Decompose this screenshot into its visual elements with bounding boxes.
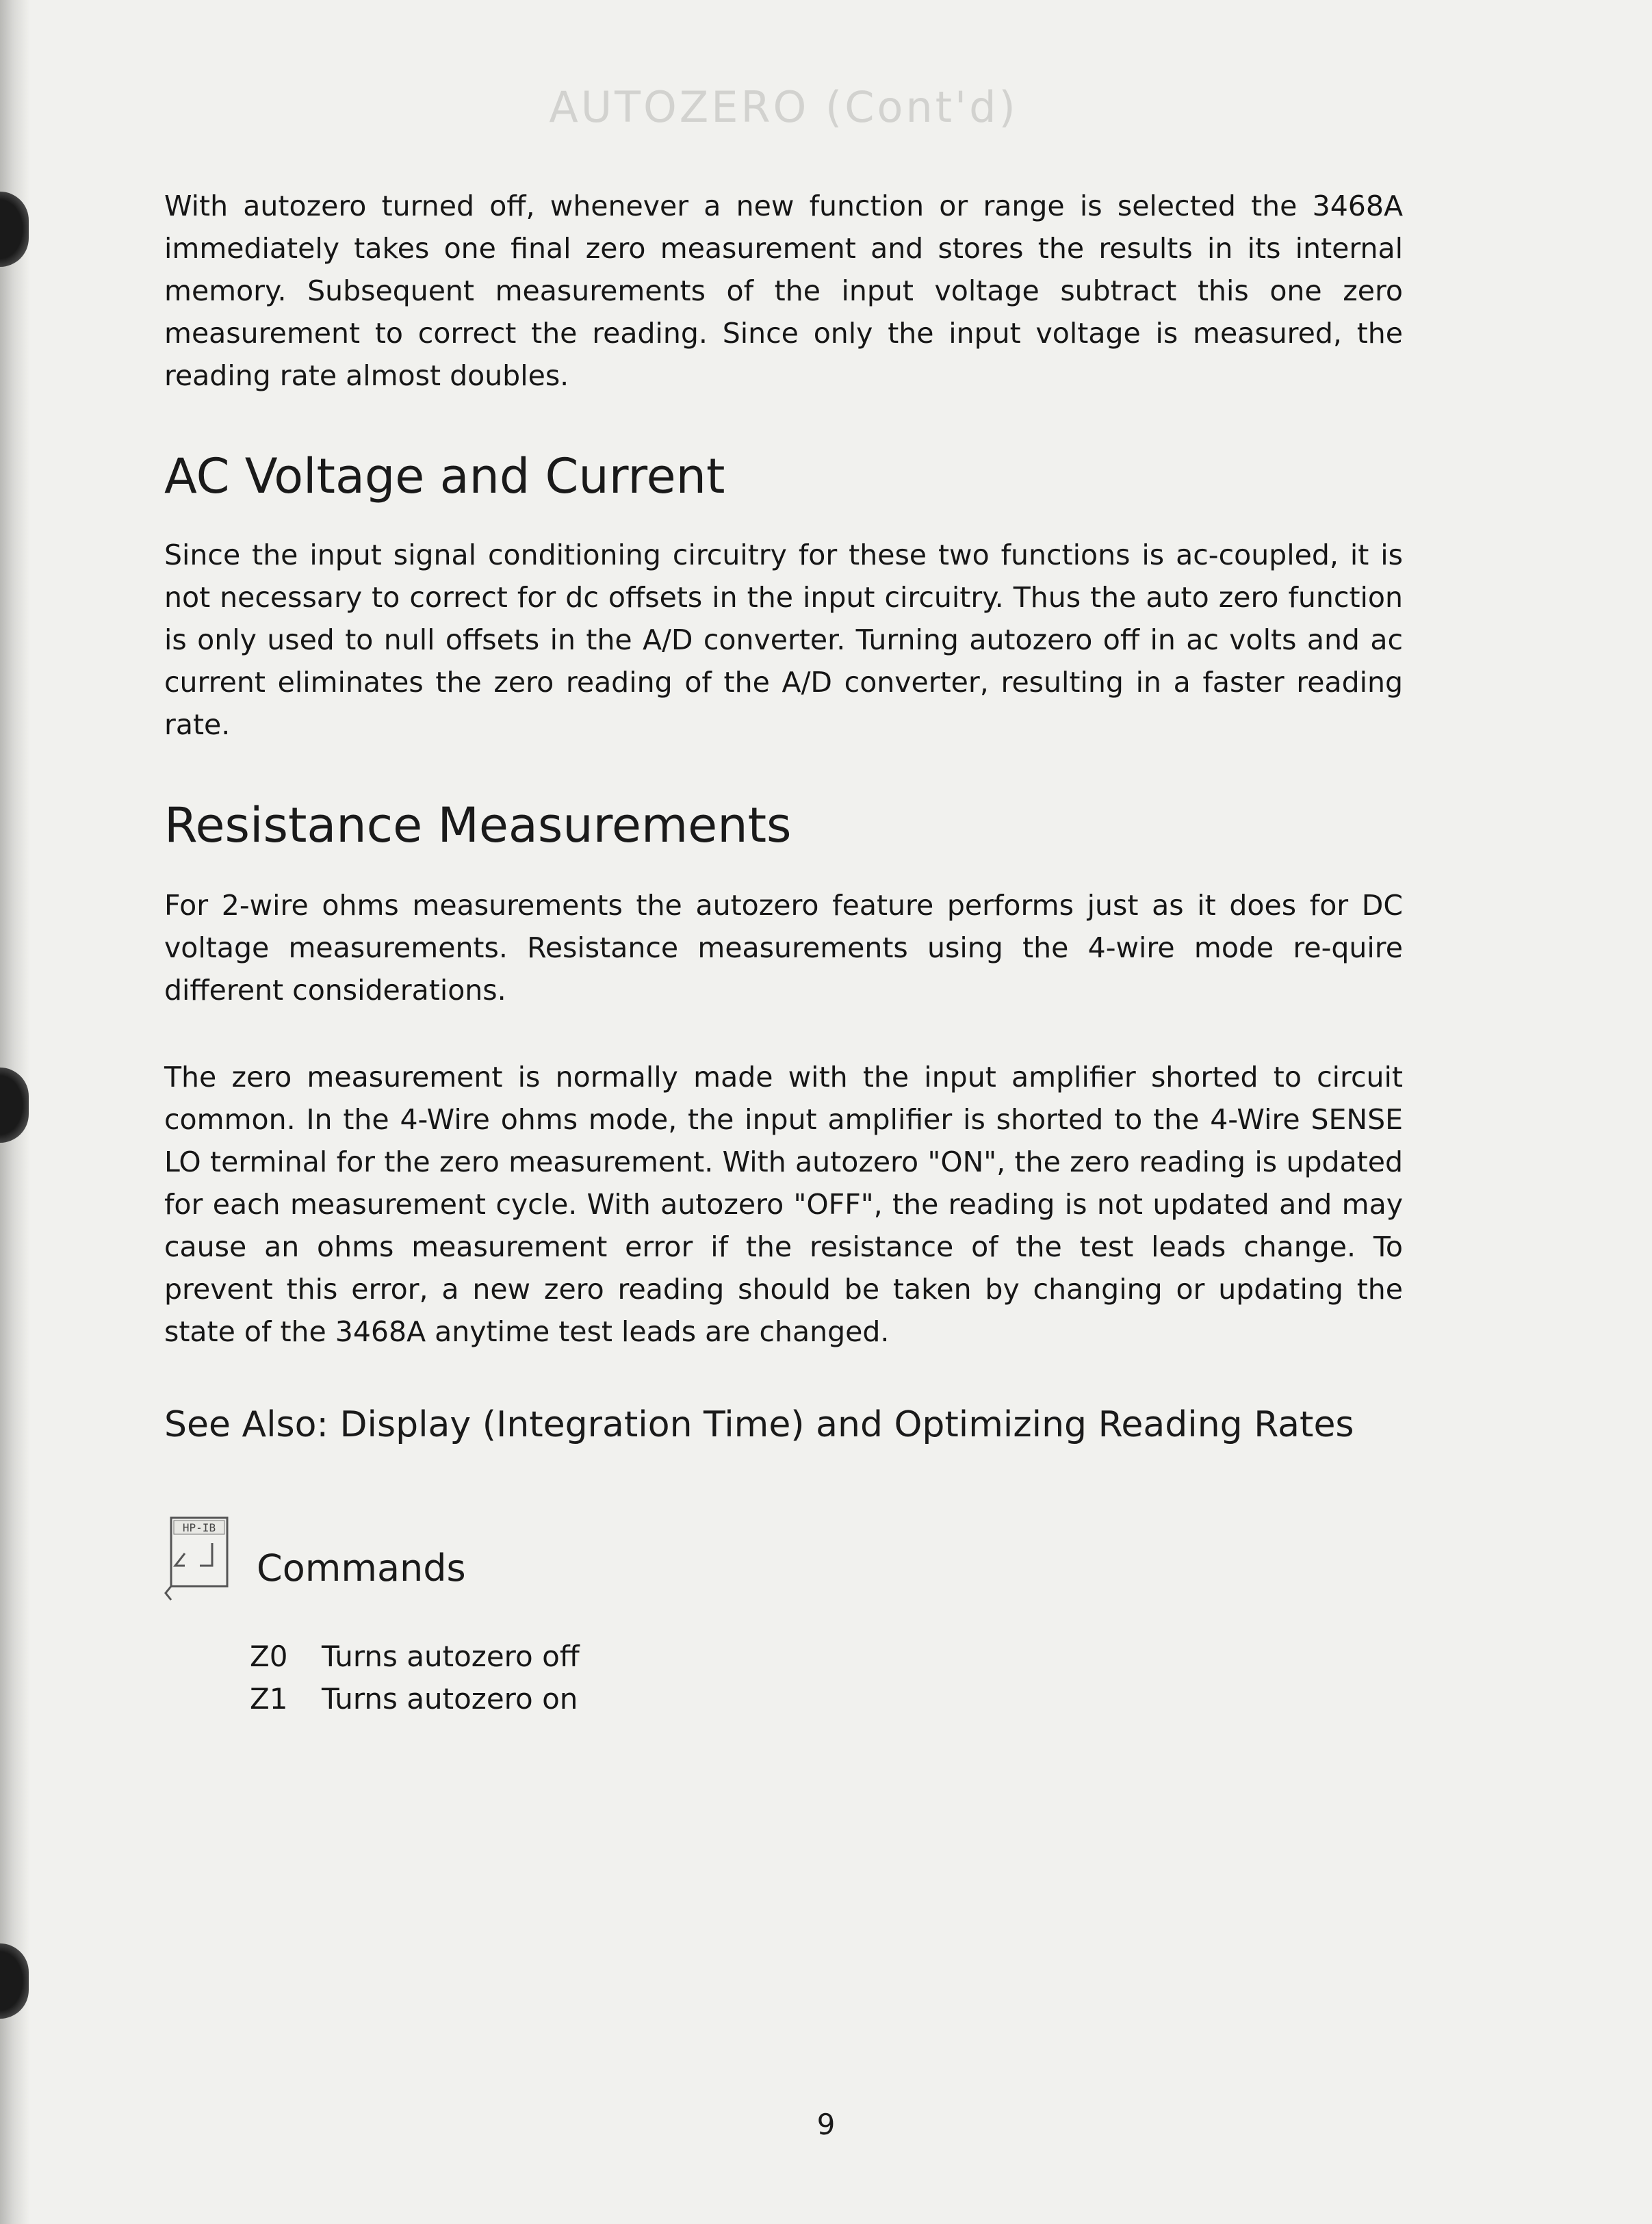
hpib-icon — [164, 1512, 240, 1601]
command-description: Turns autozero on — [322, 1682, 578, 1716]
section-title-ac: AC Voltage and Current — [164, 448, 725, 504]
command-code: Z1 — [250, 1682, 288, 1716]
see-also: See Also: Display (Integration Time) and Optimizing Reading Rates — [164, 1404, 1354, 1445]
section-title-resistance: Resistance Measurements — [164, 797, 792, 853]
page-number: 9 — [816, 2108, 836, 2141]
commands-title: Commands — [257, 1547, 466, 1590]
commands-header — [164, 1512, 780, 1601]
intro-paragraph: With autozero turned off, whenever a new function or range is selected the 3468A immediately takes one final zero measurement and stores the results in its internal memory. Subsequent measurements of the input voltage subtract this one zero measurement to correct the reading. Since only the input voltage is measured, the reading rate almost doubles. — [164, 190, 1403, 392]
svg-text:HP-IB: HP-IB — [182, 1521, 216, 1534]
command-code: Z0 — [250, 1640, 288, 1673]
resistance-paragraph-2: The zero measurement is normally made with the input amplifier shorted to circuit common. In the 4-Wire ohms mode, the input amplifier is shorted to the 4-Wire SENSE LO terminal for the zero measurement. With autozero "ON", the zero reading is updated for each measurement cycle. With autozero "OFF", the reading is not updated and may cause an ohms measurement error if the resistance of the test leads change. To prevent this error, a new zero reading should be taken by changing or updating the state of the 3468A anytime test leads are changed. — [164, 1061, 1403, 1348]
command-description: Turns autozero off — [322, 1640, 580, 1673]
command-list — [250, 1635, 580, 1720]
page-header: AUTOZERO (Cont'd) — [549, 82, 1018, 132]
command-row — [250, 1678, 580, 1720]
ac-paragraph: Since the input signal conditioning circuitry for these two functions is ac-coupled, it is not necessary to correct for dc offsets in the input circuitry. Thus the auto zero function is only used to null offsets in the A/D converter. Turning autozero off in ac volts and ac current eliminates the zero reading of the A/D converter, resulting in a faster reading rate. — [164, 539, 1403, 741]
resistance-paragraph-1: For 2-wire ohms measurements the autozero feature performs just as it does for DC voltage measurements. Resistance measurements using the 4-wire mode re-quire different considerations. — [164, 889, 1403, 1007]
command-row — [250, 1635, 580, 1678]
